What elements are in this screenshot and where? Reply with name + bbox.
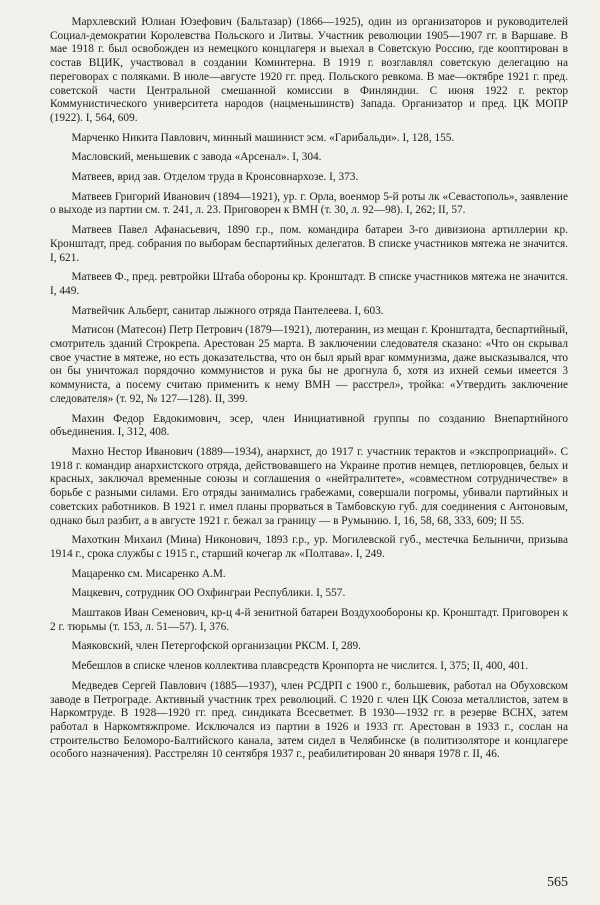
entry-mashtakov: Маштаков Иван Семенович, кр-ц 4-й зенитной батареи Воздухообороны кр. Кронштадт. Приговорен к 2 г. тюрьмы (т. 153, л. 51—57). I, 376.	[50, 607, 568, 633]
entry-makhin: Махин Федор Евдокимович, эсер, член Инициативной группы по созданию Внепартийного объединения. I, 312, 408.	[50, 412, 568, 439]
entry-matveev-pavel: Матвеев Павел Афанасьевич, 1890 г.р., пом. командира батареи 3-го дивизиона артиллерии кр. Кронштадт, пред. собрания по выборам беспартийных делегатов. В списке участников мятежа не значится. I, 621.	[50, 224, 568, 264]
entry-matveichik: Матвейчик Альберт, санитар лыжного отряда Пантелеева. I, 603.	[71, 304, 384, 317]
entry-matskevich: Мацкевич, сотрудник ОО Охфинграи Республики. I, 557.	[71, 587, 346, 600]
entry-matveev-f: Матвеев Ф., пред. ревтройки Штаба обороны кр. Кронштадт. В списке участников мятежа не значится. I, 449.	[50, 271, 568, 297]
entry-marchenko: Марченко Никита Павлович, минный машинист эсм. «Гарибальди». I, 128, 155.	[71, 131, 455, 144]
entry-makhotkin: Махоткин Михаил (Мина) Никонович, 1893 г.р., ур. Могилевской губ., местечка Белыничи, призыва 1914 г., срока службы с 1915 г., старший кочегар лк «Полтава». I, 249.	[50, 534, 568, 560]
entry-medvedev: Медведев Сергей Павлович (1885—1937), член РСДРП с 1900 г., большевик, работал на Обуховском заводе в Петрограде. Активный участник трех революций. С 1920 г. член ЦК Союза металлистов, затем в Наркомтруде. В 1928—1920 гг. пред. синдиката Всесветмет. В 1930—1932 гг. в резерве ВСНХ, затем работал в Наркомтяжпроме. Исключался из партии в 1926 и 1933 гг. Арестован в 1933 г., сослан на строительство Беломоро-Балтийского канала, затем сидел в Челябинске (в политизоляторе и концлагере особого назначения). Расстрелян 10 сентября 1937 г., реабилитирован 20 января 1978 г. II, 46.	[50, 679, 568, 761]
entry-matveev: Матвеев, врид зав. Отделом труда в Кронсовнархозе. I, 373.	[71, 171, 359, 184]
entry-markhlevsky: Мархлевский Юлиан Юзефович (Бальтазар) (1866—1925), один из организаторов и руководителей Социал-демократии Королевства Польского и Литвы. Участник революции 1905—1907 гг. в Варшаве. В мае 1918 г. был освобожден из немецкого концлагеря и выехал в Советскую Россию, где кооптирован в состав ВЦИК, участвовал в создании Коминтерна. В 1919 г. возглавлял советскую делегацию на переговорах с поляками. В июле—августе 1920 гг. пред. Польского ревкома. В мае—октябре 1921 г. пред. советской части Центральной смешанной комиссии в Финляндии. С июня 1922 г. ректор Коммунистического университета народов (нацменьшинств) Запада. Организатор и пред. ЦК МОПР (1922). I, 564, 609.	[50, 16, 568, 124]
entry-matveev-grigory: Матвеев Григорий Иванович (1894—1921), ур. г. Орла, военмор 5-й роты лк «Севастополь», заявление о выходе из партии см. т. 241, л. 23. Приговорен к ВМН (т. 30, л. 92—98). I, 262; II, 57.	[50, 190, 568, 217]
entry-mayakovsky: Маяковский, член Петергофской организации РКСМ. I, 289.	[71, 640, 361, 653]
entry-matison: Матисон (Матесон) Петр Петрович (1879—1921), лютеранин, из мещан г. Кронштадта, беспартийный, смотритель зданий Строкрепа. Арестован 25 марта. В заключении следователя сказано: «Что он скрывал свое участие в мятеже, но есть доказательства, что он был ярый враг коммунизма, даже высказывался, что он бы уничтожал порядочно коммунистов и рука бы не дрогнула б, хотя из ихней семьи имеется 3 коммуниста, а посему считаю применить к нему ВМН — расстрел», тройка: «Утвердить заключение следователя» (т. 92, № 127—128). II, 399.	[50, 324, 568, 405]
entry-matsarenko: Мацаренко см. Мисаренко А.М.	[71, 567, 226, 580]
entry-makhno: Махно Нестор Иванович (1889—1934), анархист, до 1917 г. участник терактов и «экспроприаций». С 1918 г. командир анархистского отряда, действовавшего на Украине против немцев, петлюровцев, белых и красных, заключал временные союзы и соглашения о «нейтралитете», «совместном сотрудничестве» в борьбе с разными силами. Его отряды занимались грабежами, совершали погромы, убивали партийных и советских работников. В 1921 г. имел планы прорваться в Тамбовскую губ. для соединения с Антоновым, однако был разбит, а в августе 1921 г. бежал за границу — в Румынию. I, 16, 58, 68, 333, 609; II 55.	[50, 445, 568, 527]
page-number: 565	[547, 875, 568, 890]
entry-mebeshlov: Мебешлов в списке членов коллектива плавсредств Кронпорта не числится. I, 375; II, 400, 401.	[71, 660, 529, 673]
entry-maslovsky: Масловский, меньшевик с завода «Арсенал». I, 304.	[71, 151, 322, 164]
